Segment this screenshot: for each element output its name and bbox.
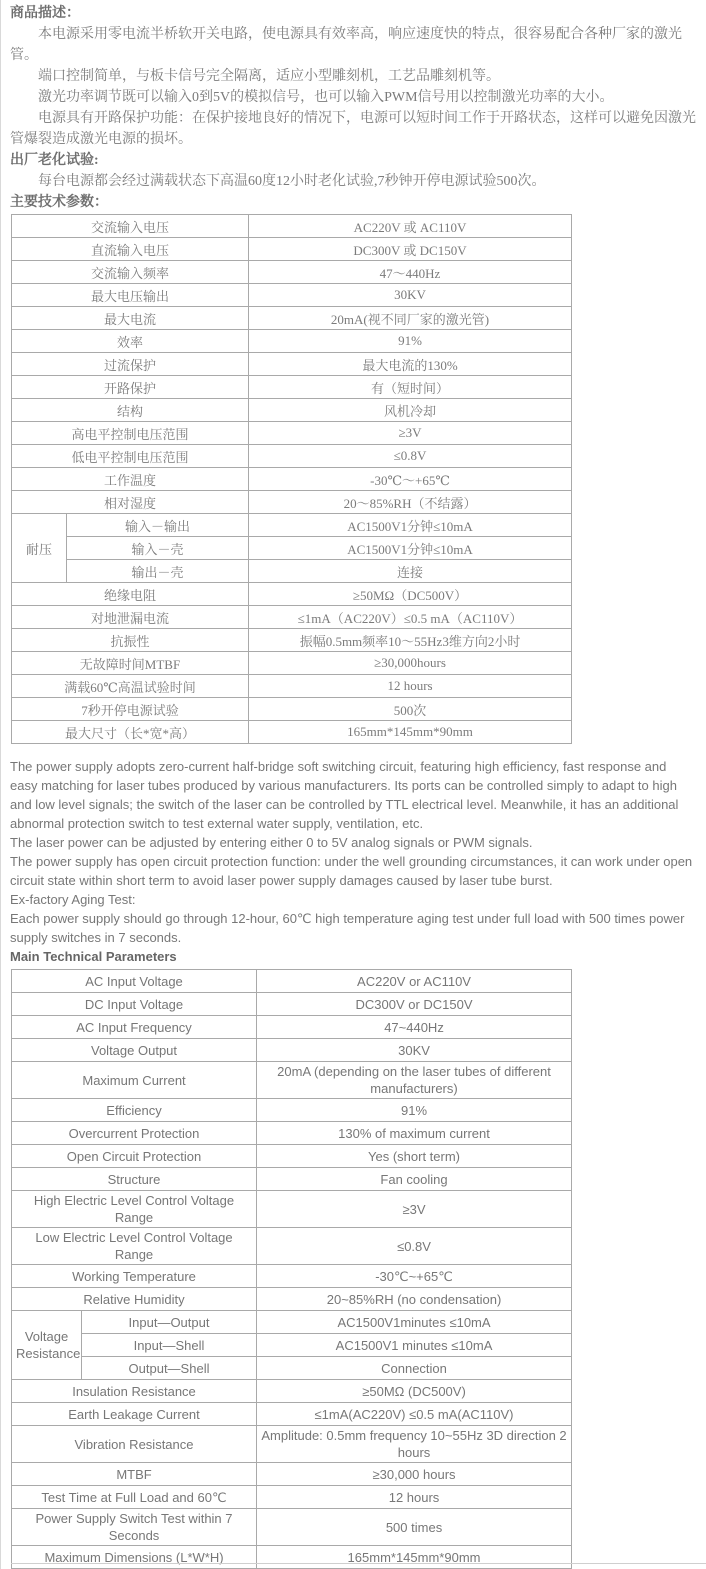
table-row (12, 629, 572, 652)
param-value-cell: ≥30,000 hours (257, 1463, 572, 1486)
table-row (12, 514, 572, 537)
table-row (12, 1509, 572, 1546)
param-label-cell: Maximum Dimensions (L*W*H) (12, 1546, 257, 1569)
param-label-cell: Input—Output (82, 1311, 257, 1334)
en-params-table (11, 969, 572, 1569)
param-label-cell: MTBF (12, 1463, 257, 1486)
table-row (12, 376, 572, 399)
table-row (12, 284, 572, 307)
param-label-cell: Overcurrent Protection (12, 1122, 257, 1145)
cn-params-table-body (12, 215, 572, 744)
param-label-cell: 交流输入频率 (12, 261, 249, 284)
description-paragraph-en: The laser power can be adjusted by entering either 0 to 5V analog signals or PWM signals. (10, 835, 533, 850)
param-label-cell: 最大尺寸（长*宽*高） (12, 721, 249, 744)
table-row (12, 993, 572, 1016)
param-value-cell: ≥50MΩ (DC500V) (257, 1380, 572, 1403)
param-value-cell: ≥3V (257, 1191, 572, 1228)
param-label-cell: 相对湿度 (12, 491, 249, 514)
table-row (12, 675, 572, 698)
table-row (12, 1122, 572, 1145)
param-value-cell: DC300V 或 DC150V (249, 238, 572, 261)
param-value-cell: AC1500V1minutes ≤10mA (257, 1311, 572, 1334)
param-value-cell: 500次 (249, 698, 572, 721)
product-description-heading: 商品描述： (10, 6, 80, 21)
param-label-cell: Input—Shell (82, 1334, 257, 1357)
param-value-cell: 12 hours (249, 675, 572, 698)
param-value-cell: 165mm*145mm*90mm (257, 1546, 572, 1569)
cn-params-table (11, 214, 572, 744)
param-label-cell: Structure (12, 1168, 257, 1191)
param-value-cell: 30KV (249, 284, 572, 307)
table-row (12, 1168, 572, 1191)
param-label-cell: 低电平控制电压范围 (12, 445, 249, 468)
param-value-cell: 500 times (257, 1509, 572, 1546)
param-value-cell: 振幅0.5mm频率10～55Hz3维方向2小时 (249, 629, 572, 652)
param-value-cell: ≤1mA(AC220V) ≤0.5 mA(AC110V) (257, 1403, 572, 1426)
param-value-cell: ≥30,000hours (249, 652, 572, 675)
table-row (12, 1380, 572, 1403)
param-label-cell: 最大电流 (12, 307, 249, 330)
table-row (12, 1311, 572, 1334)
table-row (12, 215, 572, 238)
table-row (12, 606, 572, 629)
param-label-cell: Test Time at Full Load and 60℃ (12, 1486, 257, 1509)
param-value-cell: 165mm*145mm*90mm (249, 721, 572, 744)
param-value-cell: ≥50MΩ（DC500V） (249, 583, 572, 606)
param-label-cell: AC Input Voltage (12, 970, 257, 993)
param-value-cell: 20~85%RH (no condensation) (257, 1288, 572, 1311)
table-row (12, 1228, 572, 1265)
param-label-cell: Voltage Output (12, 1039, 257, 1062)
param-value-cell: 最大电流的130% (249, 353, 572, 376)
en-params-table-body (12, 970, 572, 1569)
table-row (12, 1546, 572, 1569)
table-row (12, 238, 572, 261)
param-value-cell: -30℃~+65℃ (257, 1265, 572, 1288)
param-label-cell: Low Electric Level Control Voltage Range (12, 1228, 257, 1265)
param-label-cell: 开路保护 (12, 376, 249, 399)
param-value-cell: 130% of maximum current (257, 1122, 572, 1145)
param-value-cell: AC220V or AC110V (257, 970, 572, 993)
table-row (12, 1463, 572, 1486)
param-label-cell: 高电平控制电压范围 (12, 422, 249, 445)
main-params-heading-en: Main Technical Parameters (10, 949, 177, 964)
param-value-cell: 47～440Hz (249, 261, 572, 284)
table-row (12, 353, 572, 376)
param-label-cell: AC Input Frequency (12, 1016, 257, 1039)
param-label-cell: 满载60℃高温试验时间 (12, 675, 249, 698)
aging-test-text-cn: 每台电源都会经过满载状态下高温60度12小时老化试验,7秒钟开停电源试验500次。 (38, 174, 546, 189)
param-label-cell: Earth Leakage Current (12, 1403, 257, 1426)
table-row (12, 307, 572, 330)
table-row (12, 1288, 572, 1311)
table-row (12, 537, 572, 560)
table-row (12, 1426, 572, 1463)
param-label-cell: Efficiency (12, 1099, 257, 1122)
param-label-cell: 过流保护 (12, 353, 249, 376)
bottom-divider (11, 1563, 706, 1564)
table-row (12, 330, 572, 353)
param-label-cell: 工作温度 (12, 468, 249, 491)
param-value-cell: Amplitude: 0.5mm frequency 10~55Hz 3D direction 2 hours (257, 1426, 572, 1463)
param-value-cell: ≥3V (249, 422, 572, 445)
param-label-cell: 最大电压输出 (12, 284, 249, 307)
param-value-cell: 20～85%RH（不结露） (249, 491, 572, 514)
param-value-cell: 连接 (249, 560, 572, 583)
table-row (12, 1039, 572, 1062)
param-value-cell: 91% (249, 330, 572, 353)
table-row (12, 261, 572, 284)
table-row (12, 970, 572, 993)
param-label-cell: Maximum Current (12, 1062, 257, 1099)
param-label-cell: 结构 (12, 399, 249, 422)
table-row (12, 468, 572, 491)
description-paragraph: 端口控制简单，与板卡信号完全隔离，适应小型雕刻机，工艺品雕刻机等。 (38, 69, 500, 84)
description-paragraph-en: The power supply adopts zero-current half-bridge soft switching circuit, featuring high efficiency, fast response and easy matching for laser tubes produced by various manufacturers. Its ports can be controlled simply to adapt to high and low level signals; the switch of the laser can be controlled by TTL electrical level. Meanwhile, it has an additional abnormal protection switch to test external water supply, ventilation, etc. (10, 759, 679, 831)
param-value-cell: AC1500V1 minutes ≤10mA (257, 1334, 572, 1357)
param-label-cell: 无故障时间MTBF (12, 652, 249, 675)
table-row (12, 560, 572, 583)
param-label-cell: 7秒开停电源试验 (12, 698, 249, 721)
param-label-cell: Working Temperature (12, 1265, 257, 1288)
table-row (12, 1357, 572, 1380)
table-row (12, 491, 572, 514)
param-label-cell: Relative Humidity (12, 1288, 257, 1311)
param-value-cell: 47~440Hz (257, 1016, 572, 1039)
table-row (12, 1265, 572, 1288)
param-value-cell: 20mA (depending on the laser tubes of different manufacturers) (257, 1062, 572, 1099)
param-value-cell: AC1500V1分钟≤10mA (249, 514, 572, 537)
param-label-cell: Output—Shell (82, 1357, 257, 1380)
description-paragraph: 电源具有开路保护功能：在保护接地良好的情况下，电源可以短时间工作于开路状态，这样可以避免因激光管爆裂造成激光电源的损坏。 (10, 111, 696, 147)
param-value-cell: 30KV (257, 1039, 572, 1062)
param-label-cell: 输入－输出 (67, 514, 249, 537)
aging-test-heading-en: Ex-factory Aging Test: (10, 892, 136, 907)
table-row (12, 422, 572, 445)
param-label-cell: 对地泄漏电流 (12, 606, 249, 629)
param-label-cell: High Electric Level Control Voltage Range (12, 1191, 257, 1228)
description-paragraph: 本电源采用零电流半桥软开关电路，使电源具有效率高，响应速度快的特点，很容易配合各种厂家的激光管。 (10, 27, 682, 63)
param-value-cell: DC300V or DC150V (257, 993, 572, 1016)
param-label-cell: 输出－壳 (67, 560, 249, 583)
english-description-section (10, 757, 696, 966)
table-row (12, 652, 572, 675)
param-value-cell: 有（短时间） (249, 376, 572, 399)
param-label-cell: Insulation Resistance (12, 1380, 257, 1403)
table-row (12, 1099, 572, 1122)
param-value-cell: 20mA(视不同厂家的激光管) (249, 307, 572, 330)
param-value-cell: ≤0.8V (257, 1228, 572, 1265)
param-value-cell: -30℃～+65℃ (249, 468, 572, 491)
param-label-cell: Open Circuit Protection (12, 1145, 257, 1168)
main-params-heading-cn: 主要技术参数： (10, 195, 108, 210)
param-group-cell: 耐压 (12, 514, 67, 583)
param-label-cell: 绝缘电阻 (12, 583, 249, 606)
description-paragraph-en: The power supply has open circuit protection function: under the well grounding circumstances, it can work under open circuit state within short term to avoid laser power supply damages caused by laser tube burst. (10, 854, 693, 888)
table-row (12, 1062, 572, 1099)
param-label-cell: Vibration Resistance (12, 1426, 257, 1463)
param-value-cell: AC220V 或 AC110V (249, 215, 572, 238)
table-row (12, 698, 572, 721)
param-value-cell: 91% (257, 1099, 572, 1122)
param-value-cell: ≤0.8V (249, 445, 572, 468)
param-value-cell: Connection (257, 1357, 572, 1380)
aging-test-heading-cn: 出厂老化试验: (10, 153, 99, 168)
param-label-cell: 输入－壳 (67, 537, 249, 560)
param-value-cell: Yes (short term) (257, 1145, 572, 1168)
table-row (12, 1334, 572, 1357)
table-row (12, 583, 572, 606)
param-value-cell: ≤1mA（AC220V）≤0.5 mA（AC110V） (249, 606, 572, 629)
aging-test-text-en: Each power supply should go through 12-hour, 60℃ high temperature aging test under full load with 500 times power supply switches in 7 seconds. (10, 911, 685, 945)
param-label-cell: 效率 (12, 330, 249, 353)
param-value-cell: 12 hours (257, 1486, 572, 1509)
table-row (12, 399, 572, 422)
param-label-cell: 直流输入电压 (12, 238, 249, 261)
table-row (12, 721, 572, 744)
table-row (12, 1191, 572, 1228)
param-value-cell: AC1500V1分钟≤10mA (249, 537, 572, 560)
table-row (12, 1403, 572, 1426)
param-label-cell: Power Supply Switch Test within 7 Seconds (12, 1509, 257, 1546)
param-group-cell: Voltage Resistance (12, 1311, 82, 1380)
param-label-cell: 交流输入电压 (12, 215, 249, 238)
table-row (12, 1016, 572, 1039)
param-value-cell: Fan cooling (257, 1168, 572, 1191)
table-row (12, 1145, 572, 1168)
description-paragraph: 激光功率调节既可以输入0到5V的模拟信号，也可以输入PWM信号用以控制激光功率的大小。 (38, 90, 614, 105)
param-value-cell: 风机冷却 (249, 399, 572, 422)
param-label-cell: 抗振性 (12, 629, 249, 652)
param-label-cell: DC Input Voltage (12, 993, 257, 1016)
table-row (12, 445, 572, 468)
chinese-description-section (10, 3, 696, 213)
